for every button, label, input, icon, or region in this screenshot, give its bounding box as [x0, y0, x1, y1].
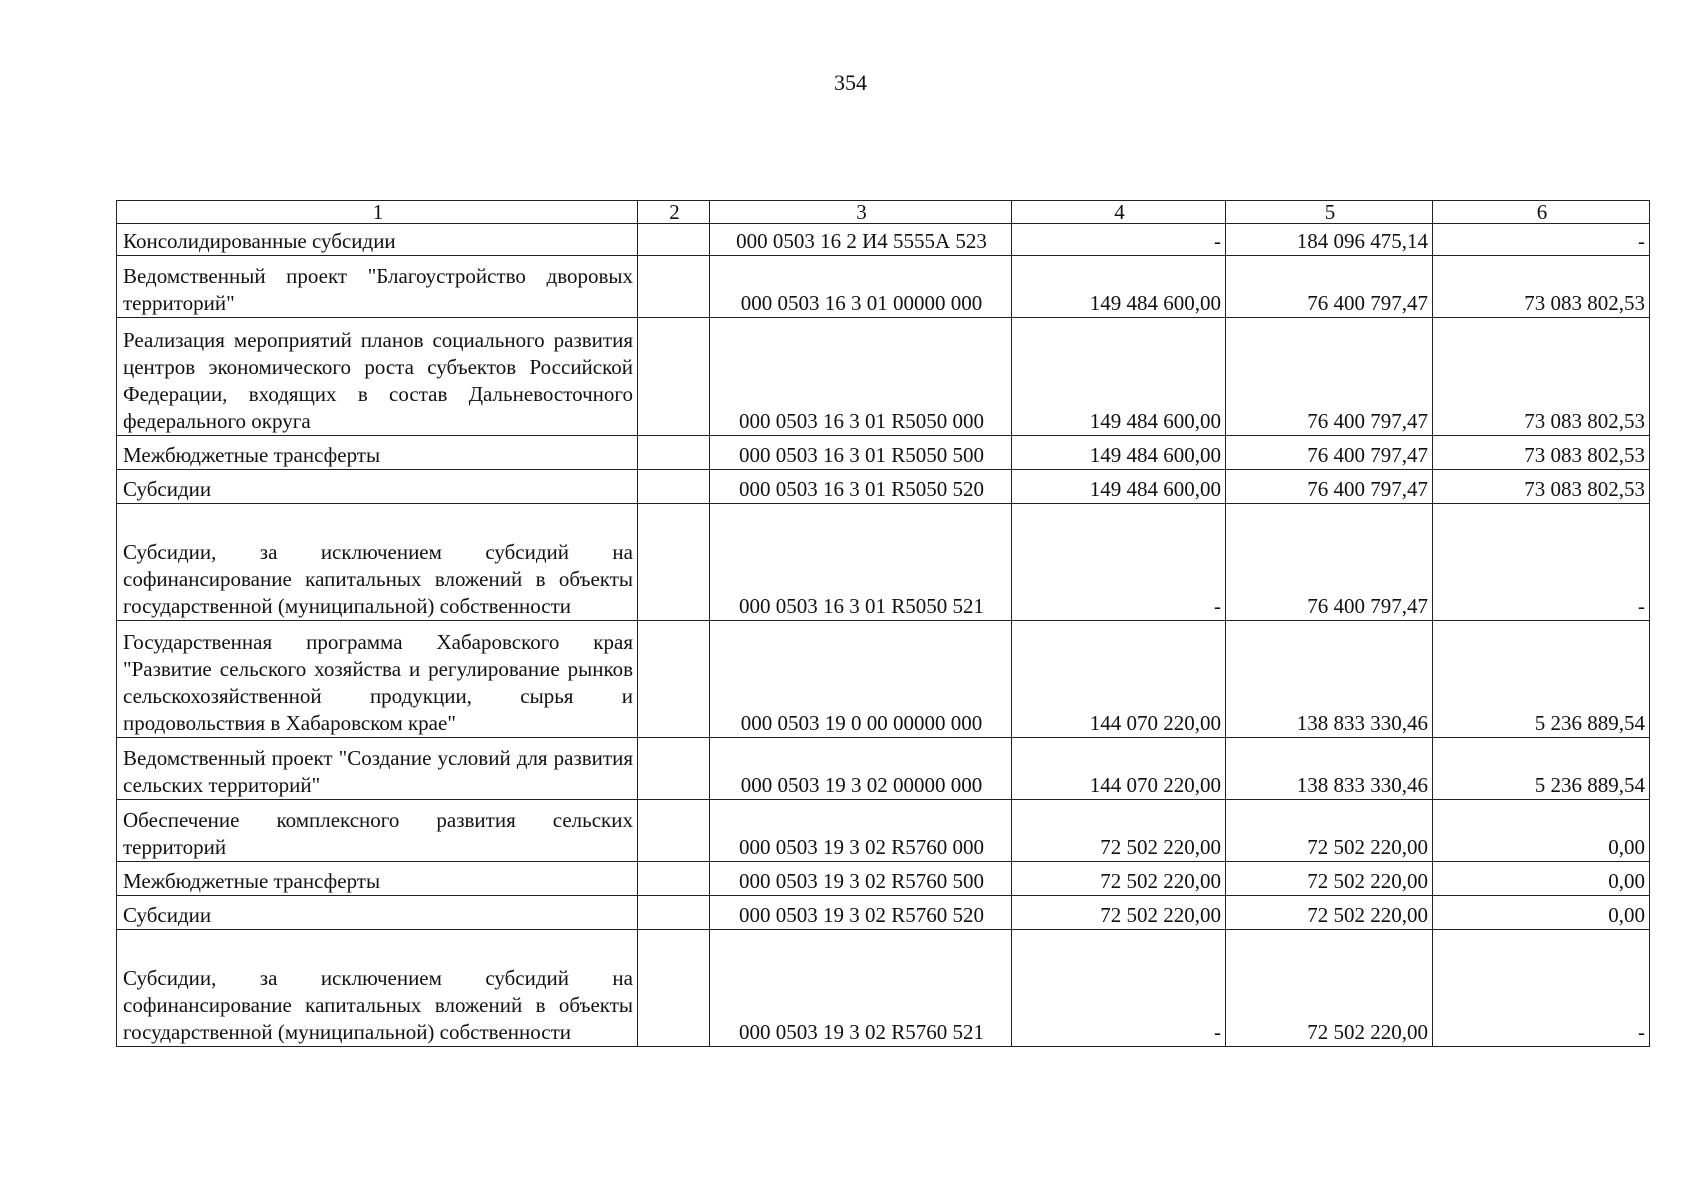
row-value-5: 72 502 220,00 [1226, 800, 1433, 862]
row-col2 [638, 621, 710, 738]
row-name: Обеспечение комплексного развития сельских территорий [117, 800, 638, 862]
row-col2 [638, 800, 710, 862]
row-value-6: - [1433, 504, 1650, 621]
row-col2 [638, 930, 710, 1047]
row-name: Межбюджетные трансферты [117, 862, 638, 896]
row-col2 [638, 504, 710, 621]
row-value-4: - [1012, 504, 1226, 621]
row-value-5: 138 833 330,46 [1226, 738, 1433, 800]
row-col2 [638, 436, 710, 470]
row-value-4: - [1012, 930, 1226, 1047]
row-value-5: 72 502 220,00 [1226, 896, 1433, 930]
row-col2 [638, 862, 710, 896]
row-value-4: 144 070 220,00 [1012, 621, 1226, 738]
row-col2 [638, 896, 710, 930]
column-header: 6 [1433, 201, 1650, 224]
column-header: 3 [710, 201, 1012, 224]
table-row [117, 862, 1650, 896]
row-value-5: 76 400 797,47 [1226, 436, 1433, 470]
column-header: 4 [1012, 201, 1226, 224]
row-value-4: 72 502 220,00 [1012, 896, 1226, 930]
column-header: 2 [638, 201, 710, 224]
row-code: 000 0503 16 3 01 R5050 500 [710, 436, 1012, 470]
table-row [117, 318, 1650, 436]
row-name: Межбюджетные трансферты [117, 436, 638, 470]
row-value-5: 72 502 220,00 [1226, 930, 1433, 1047]
column-header: 1 [117, 201, 638, 224]
row-code: 000 0503 16 3 01 00000 000 [710, 256, 1012, 318]
budget-table [116, 200, 1650, 1047]
row-code: 000 0503 16 2 И4 5555А 523 [710, 224, 1012, 256]
page-number: 354 [834, 70, 867, 95]
column-header: 5 [1226, 201, 1433, 224]
table-row [117, 436, 1650, 470]
row-value-4: 149 484 600,00 [1012, 470, 1226, 504]
row-value-4: - [1012, 224, 1226, 256]
row-name: Консолидированные субсидии [117, 224, 638, 256]
row-code: 000 0503 19 3 02 R5760 000 [710, 800, 1012, 862]
row-value-6: 5 236 889,54 [1433, 738, 1650, 800]
row-value-6: - [1433, 224, 1650, 256]
row-value-6: 73 083 802,53 [1433, 470, 1650, 504]
row-value-5: 184 096 475,14 [1226, 224, 1433, 256]
row-value-6: 5 236 889,54 [1433, 621, 1650, 738]
row-value-6: 0,00 [1433, 896, 1650, 930]
table-row [117, 470, 1650, 504]
row-value-5: 138 833 330,46 [1226, 621, 1433, 738]
row-value-5: 76 400 797,47 [1226, 318, 1433, 436]
table-row [117, 930, 1650, 1047]
row-code: 000 0503 16 3 01 R5050 520 [710, 470, 1012, 504]
table-row [117, 738, 1650, 800]
row-name: Субсидии [117, 470, 638, 504]
row-value-6: 73 083 802,53 [1433, 318, 1650, 436]
row-value-5: 72 502 220,00 [1226, 862, 1433, 896]
row-code: 000 0503 16 3 01 R5050 521 [710, 504, 1012, 621]
row-col2 [638, 224, 710, 256]
row-value-6: 73 083 802,53 [1433, 256, 1650, 318]
row-name: Ведомственный проект "Благоустройство дворовых территорий" [117, 256, 638, 318]
row-code: 000 0503 19 3 02 R5760 521 [710, 930, 1012, 1047]
row-col2 [638, 256, 710, 318]
row-col2 [638, 470, 710, 504]
table-row [117, 621, 1650, 738]
table-row [117, 504, 1650, 621]
row-name: Государственная программа Хабаровского края "Развитие сельского хозяйства и регулирование рынков сельскохозяйственной продукции, сырья и продовольствия в Хабаровском крае" [117, 621, 638, 738]
table-row [117, 800, 1650, 862]
row-value-5: 76 400 797,47 [1226, 256, 1433, 318]
row-value-4: 149 484 600,00 [1012, 318, 1226, 436]
table-row [117, 224, 1650, 256]
row-col2 [638, 738, 710, 800]
table-row [117, 896, 1650, 930]
row-code: 000 0503 19 3 02 00000 000 [710, 738, 1012, 800]
row-name: Ведомственный проект "Создание условий для развития сельских территорий" [117, 738, 638, 800]
row-value-4: 149 484 600,00 [1012, 436, 1226, 470]
row-name: Субсидии, за исключением субсидий на софинансирование капитальных вложений в объекты государственной (муниципальной) собственности [117, 504, 638, 621]
row-value-6: 0,00 [1433, 800, 1650, 862]
row-value-5: 76 400 797,47 [1226, 504, 1433, 621]
row-code: 000 0503 16 3 01 R5050 000 [710, 318, 1012, 436]
row-value-6: 73 083 802,53 [1433, 436, 1650, 470]
row-name: Реализация мероприятий планов социального развития центров экономического роста субъектов Российской Федерации, входящих в состав Дальневосточного федерального округа [117, 318, 638, 436]
row-value-4: 144 070 220,00 [1012, 738, 1226, 800]
row-value-4: 72 502 220,00 [1012, 862, 1226, 896]
header-row [117, 201, 1650, 224]
row-value-6: - [1433, 930, 1650, 1047]
row-value-4: 72 502 220,00 [1012, 800, 1226, 862]
row-value-6: 0,00 [1433, 862, 1650, 896]
row-name: Субсидии [117, 896, 638, 930]
row-name: Субсидии, за исключением субсидий на софинансирование капитальных вложений в объекты государственной (муниципальной) собственности [117, 930, 638, 1047]
row-value-5: 76 400 797,47 [1226, 470, 1433, 504]
row-code: 000 0503 19 3 02 R5760 500 [710, 862, 1012, 896]
row-code: 000 0503 19 0 00 00000 000 [710, 621, 1012, 738]
row-value-4: 149 484 600,00 [1012, 256, 1226, 318]
table-row [117, 256, 1650, 318]
row-code: 000 0503 19 3 02 R5760 520 [710, 896, 1012, 930]
row-col2 [638, 318, 710, 436]
